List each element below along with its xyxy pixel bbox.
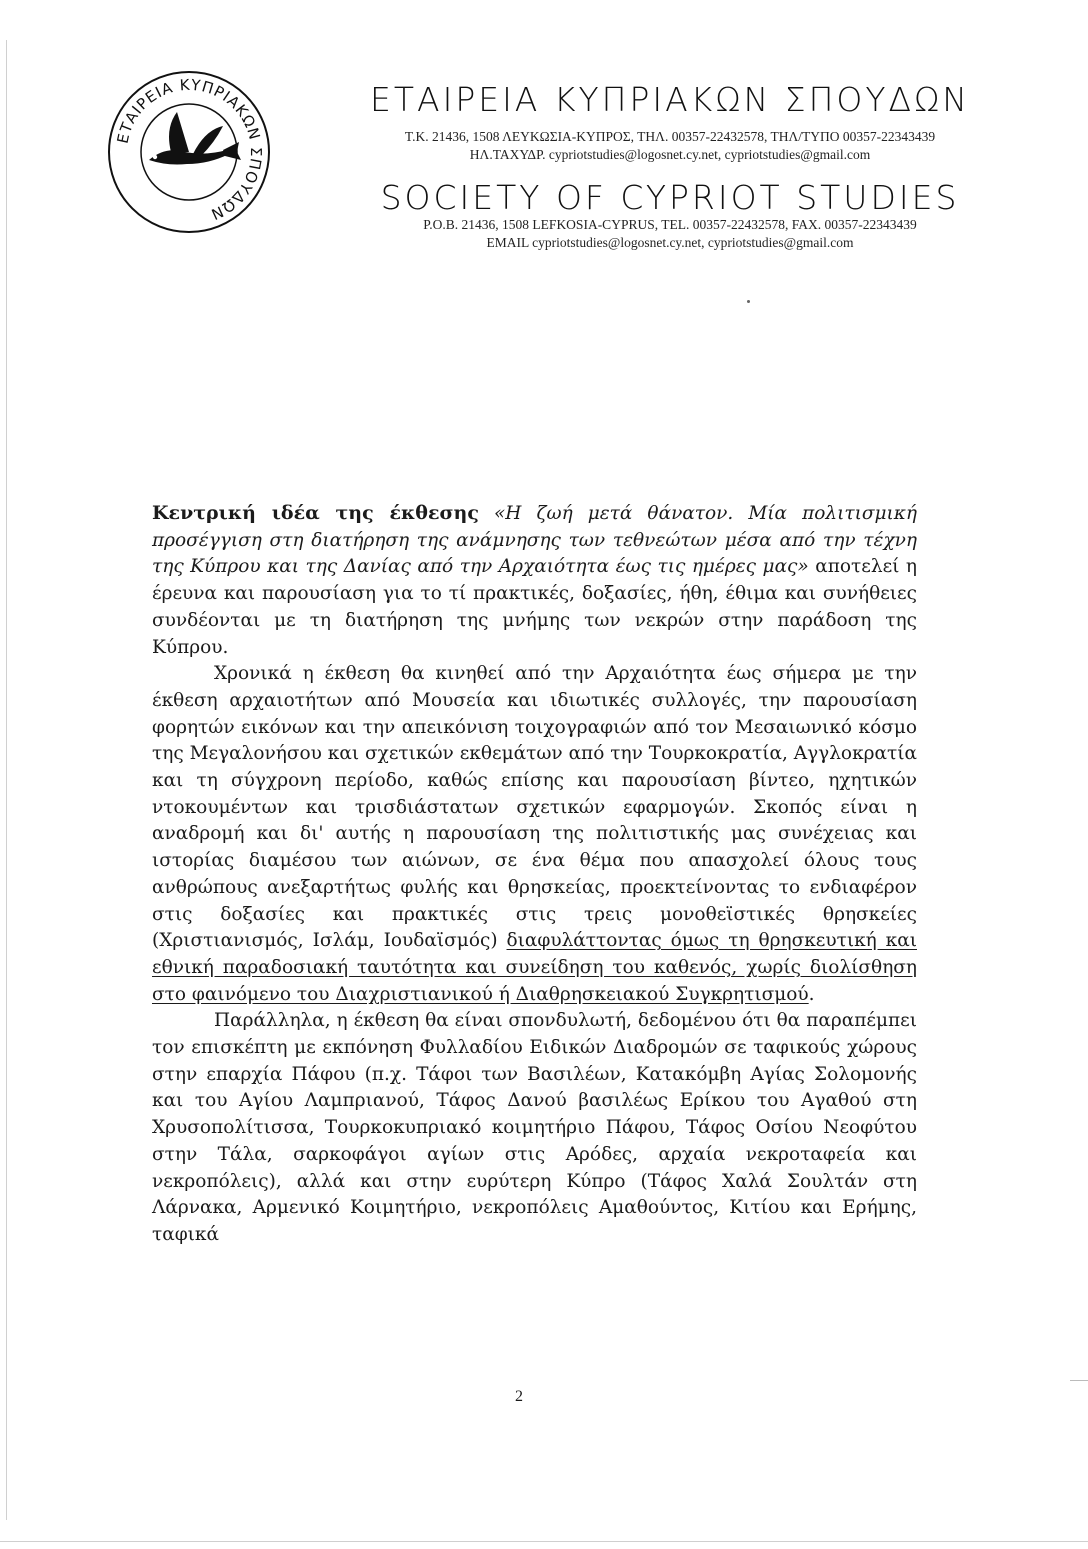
chronology-text: Χρονικά η έκθεση θα κινηθεί από την Αρχαιότητα έως σήμερα με την έκθεση αρχαιοτήτων από Μουσεία και ιδιωτικές συλλογές, την παρουσίαση φορητών εικόνων και την απεικόνιση τοιχογραφιών από τον Μεσαιωνικό κόσμο της Μεγαλονήσου και σχετικών εκθεμάτων από την Τουρκοκρατία, Αγγλοκρατία και τη σύγχρονη περίοδο, καθώς επίσης και παρουσίαση βίντεο, ηχητικών ντοκουμέντων και τρισδιάστατων σχετικών εφαρμογών. Σκοπός είναι η αναδρομή και δι' αυτής η παρουσίαση της πολιτιστικής μας συνέχειας και ιστορίας διαμέσου των αιώνων, σε ένα θέμα που απασχολεί όλους τους ανθρώπους ανεξαρτήτως φυλής και θρησκείας, προεκτείνοντας το ενδιαφέρον στις δοξασίες και πρακτικές στις τρεις μονοθεϊστικές θρησκείες (Χριστιανισμός, Ισλάμ, Ιουδαϊσμός) <box>152 663 917 952</box>
chronology-end: . <box>808 983 815 1005</box>
greek-address-line: Τ.Κ. 21436, 1508 ΛΕΥΚΩΣΙΑ-ΚΥΠΡΟΣ, ΤΗΛ. 00357-22432578, ΤΗΛ/ΤΥΠΟ 00357-22343439 <box>404 129 936 144</box>
scan-edge-right <box>1070 1380 1088 1381</box>
paragraph-routes <box>152 1008 917 1248</box>
dove-emblem-icon <box>105 68 273 236</box>
central-idea-heading: Κεντρική ιδέα της έκθεσης <box>152 502 479 524</box>
paragraph-central-idea <box>152 500 917 661</box>
page-number: 2 <box>515 1388 523 1405</box>
english-society-title: SOCIETY OF CYPRIOT STUDIES <box>380 178 960 217</box>
english-address-line: P.O.B. 21436, 1508 LEFKOSIA-CYPRUS, TEL. 00357-22432578, FAX. 00357-22343439 <box>423 217 917 232</box>
letter-body <box>152 500 917 1249</box>
svg-text:ΕΤΑΙΡΕΙΑ ΚΥΠΡΙΑΚΩΝ ΣΠΟΥΔΩΝ <box>114 76 265 224</box>
paragraph-chronology <box>152 661 917 1008</box>
routes-text: Παράλληλα, η έκθεση θα είναι σπονδυλωτή, δεδομένου ότι θα παραπέμπει τον επισκέπτη με εκπόνηση Φυλλαδίου Ειδικών Διαδρομών σε ταφικούς χώρους στην επαρχία Πάφου (π.χ. Τάφοι των Βασιλέων, Κατακόμβη Αγίας Σολομονής και του Αγίου Λαμπριανού, Τάφος Δανού βασιλέως Ερίκου του Αγαθού στη Χρυσοπολίτισσα, Τουρκοκυπριακό κοιμητήριο Πάφου, Τάφος Οσίου Νεοφύτου στην Τάλα, σαρκοφάγοι αγίων στις Αρόδες, αρχαία νεκροταφεία και νεκροπόλεις), αλλά και στην ευρύτερη Κύπρο (Τάφος Χαλά Σουλτάν στη Λάρνακα, Αρμενικό Κοιμητήριο, νεκροπόλεις Αμαθούντος, Κιτίου και Ερήμης, ταφικά <box>152 1010 917 1245</box>
central-idea-text: αποτελεί η έρευνα και παρουσίαση για το τί πρακτικές, δοξασίες, ήθη, έθιμα και συνήθειες συνδέονται με τη διατήρηση της μνήμης των νεκρών στην παράδοση της Κύπρου. <box>152 556 918 658</box>
scan-edge-bottom <box>0 1541 1088 1542</box>
english-email-line: EMAIL cypriotstudies@logosnet.cy.net, cypriotstudies@gmail.com <box>486 235 854 250</box>
greek-email-line: ΗΛ.ΤΑΧΥΔΡ. cypriotstudies@logosnet.cy.net, cypriotstudies@gmail.com <box>469 147 871 162</box>
logo-arc-text: ΕΤΑΙΡΕΙΑ ΚΥΠΡΙΑΚΩΝ ΣΠΟΥΔΩΝ <box>113 75 266 224</box>
underlined-passage: διαφυλάττοντας όμως τη θρησκευτική και εθνική παραδοσιακή ταυτότητα και συνείδηση του καθενός, χωρίς διολίσθηση στο φαινόμενο του Διαχριστιανικού ή Διαθρησκειακού Συγκρητισμού <box>152 930 917 1005</box>
exhibition-title-quote: «Η ζωή μετά θάνατον. Μία πολιτισμική προσέγγιση στη διατήρηση της ανάμνησης των τεθνεώτων μέσα από την τέχνη της Κύπρου και της Δανίας από την Αρχαιότητα έως τις ημέρες μας» <box>152 503 917 578</box>
scan-edge-left <box>6 40 7 1520</box>
society-logo <box>105 68 273 236</box>
scan-speck <box>747 300 750 303</box>
greek-society-title: ΕΤΑΙΡΕΙΑ ΚΥΠΡΙΑΚΩΝ ΣΠΟΥΔΩΝ <box>370 80 970 119</box>
